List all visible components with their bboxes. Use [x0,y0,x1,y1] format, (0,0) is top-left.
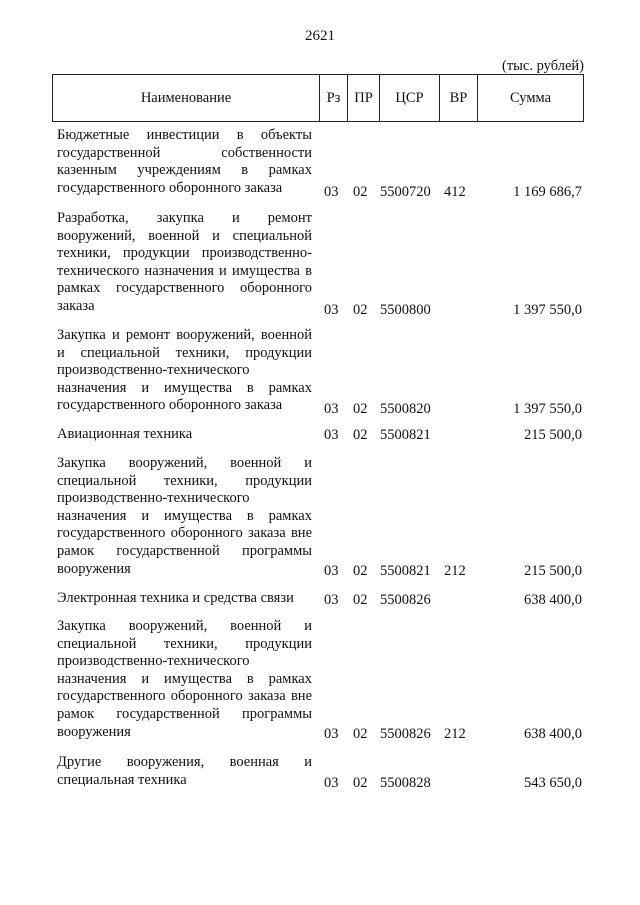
row-csr: 5500720 [380,184,431,200]
table-row [57,455,584,580]
table-header [52,74,584,122]
row-vr: 212 [444,726,466,742]
row-name: Закупка и ремонт вооружений, военной и специальной техники, продукции производственно-технического назначения и имущества в рамках государственного оборонного заказа [57,327,312,414]
table-row [57,618,584,743]
row-csr: 5500828 [380,775,431,791]
row-sum: 1 397 550,0 [513,302,582,318]
row-name: Закупка вооружений, военной и специальной техники, продукции производственно-технического назначения и имущества в рамках государственного оборонного заказа вне рамок государственной программы вооружения [57,455,312,577]
row-csr: 5500820 [380,401,431,417]
row-name: Другие вооружения, военная и специальная техника [57,754,312,788]
units-note: (тыс. рублей) [502,58,584,74]
row-rz: 03 [324,563,339,579]
row-pr: 02 [353,302,368,318]
row-csr: 5500800 [380,302,431,318]
row-name: Электронная техника и средства связи [57,590,294,606]
row-rz: 03 [324,775,339,791]
row-vr: 412 [444,184,466,200]
table-row [57,590,584,609]
table-row [57,754,584,792]
row-pr: 02 [353,184,368,200]
header-rz: Рз [319,75,347,121]
row-sum: 215 500,0 [524,563,582,579]
header-pr: ПР [347,75,379,121]
row-csr: 5500826 [380,726,431,742]
row-sum: 638 400,0 [524,592,582,608]
row-rz: 03 [324,427,339,443]
row-name: Разработка, закупка и ремонт вооружений, военной и специальной техники, продукции производственно-технического назначения и имущества в рамках государственного оборонного заказа [57,210,312,314]
row-pr: 02 [353,592,368,608]
row-csr: 5500821 [380,563,431,579]
table-row [57,127,584,201]
row-pr: 02 [353,726,368,742]
row-vr: 212 [444,563,466,579]
row-rz: 03 [324,726,339,742]
row-rz: 03 [324,184,339,200]
row-csr: 5500821 [380,427,431,443]
row-name: Бюджетные инвестиции в объекты государственной собственности казенным учреждениям в рамках государственного оборонного заказа [57,127,312,196]
row-name: Закупка вооружений, военной и специальной техники, продукции производственно-технического назначения и имущества в рамках государственного оборонного заказа вне рамок государственной программы вооружения [57,618,312,740]
row-pr: 02 [353,775,368,791]
row-rz: 03 [324,401,339,417]
table-row [57,210,584,319]
header-name: Наименование [140,90,232,106]
row-sum: 1 169 686,7 [513,184,582,200]
row-pr: 02 [353,427,368,443]
row-sum: 543 650,0 [524,775,582,791]
row-sum: 215 500,0 [524,427,582,443]
table-row [57,327,584,418]
row-pr: 02 [353,401,368,417]
header-csr: ЦСР [379,75,439,121]
row-name: Авиационная техника [57,426,193,442]
row-rz: 03 [324,592,339,608]
row-sum: 638 400,0 [524,726,582,742]
row-sum: 1 397 550,0 [513,401,582,417]
table-row [57,426,584,444]
header-sum: Сумма [477,75,583,121]
row-rz: 03 [324,302,339,318]
row-pr: 02 [353,563,368,579]
row-csr: 5500826 [380,592,431,608]
header-vr: ВР [439,75,477,121]
page-number: 2621 [305,28,335,44]
